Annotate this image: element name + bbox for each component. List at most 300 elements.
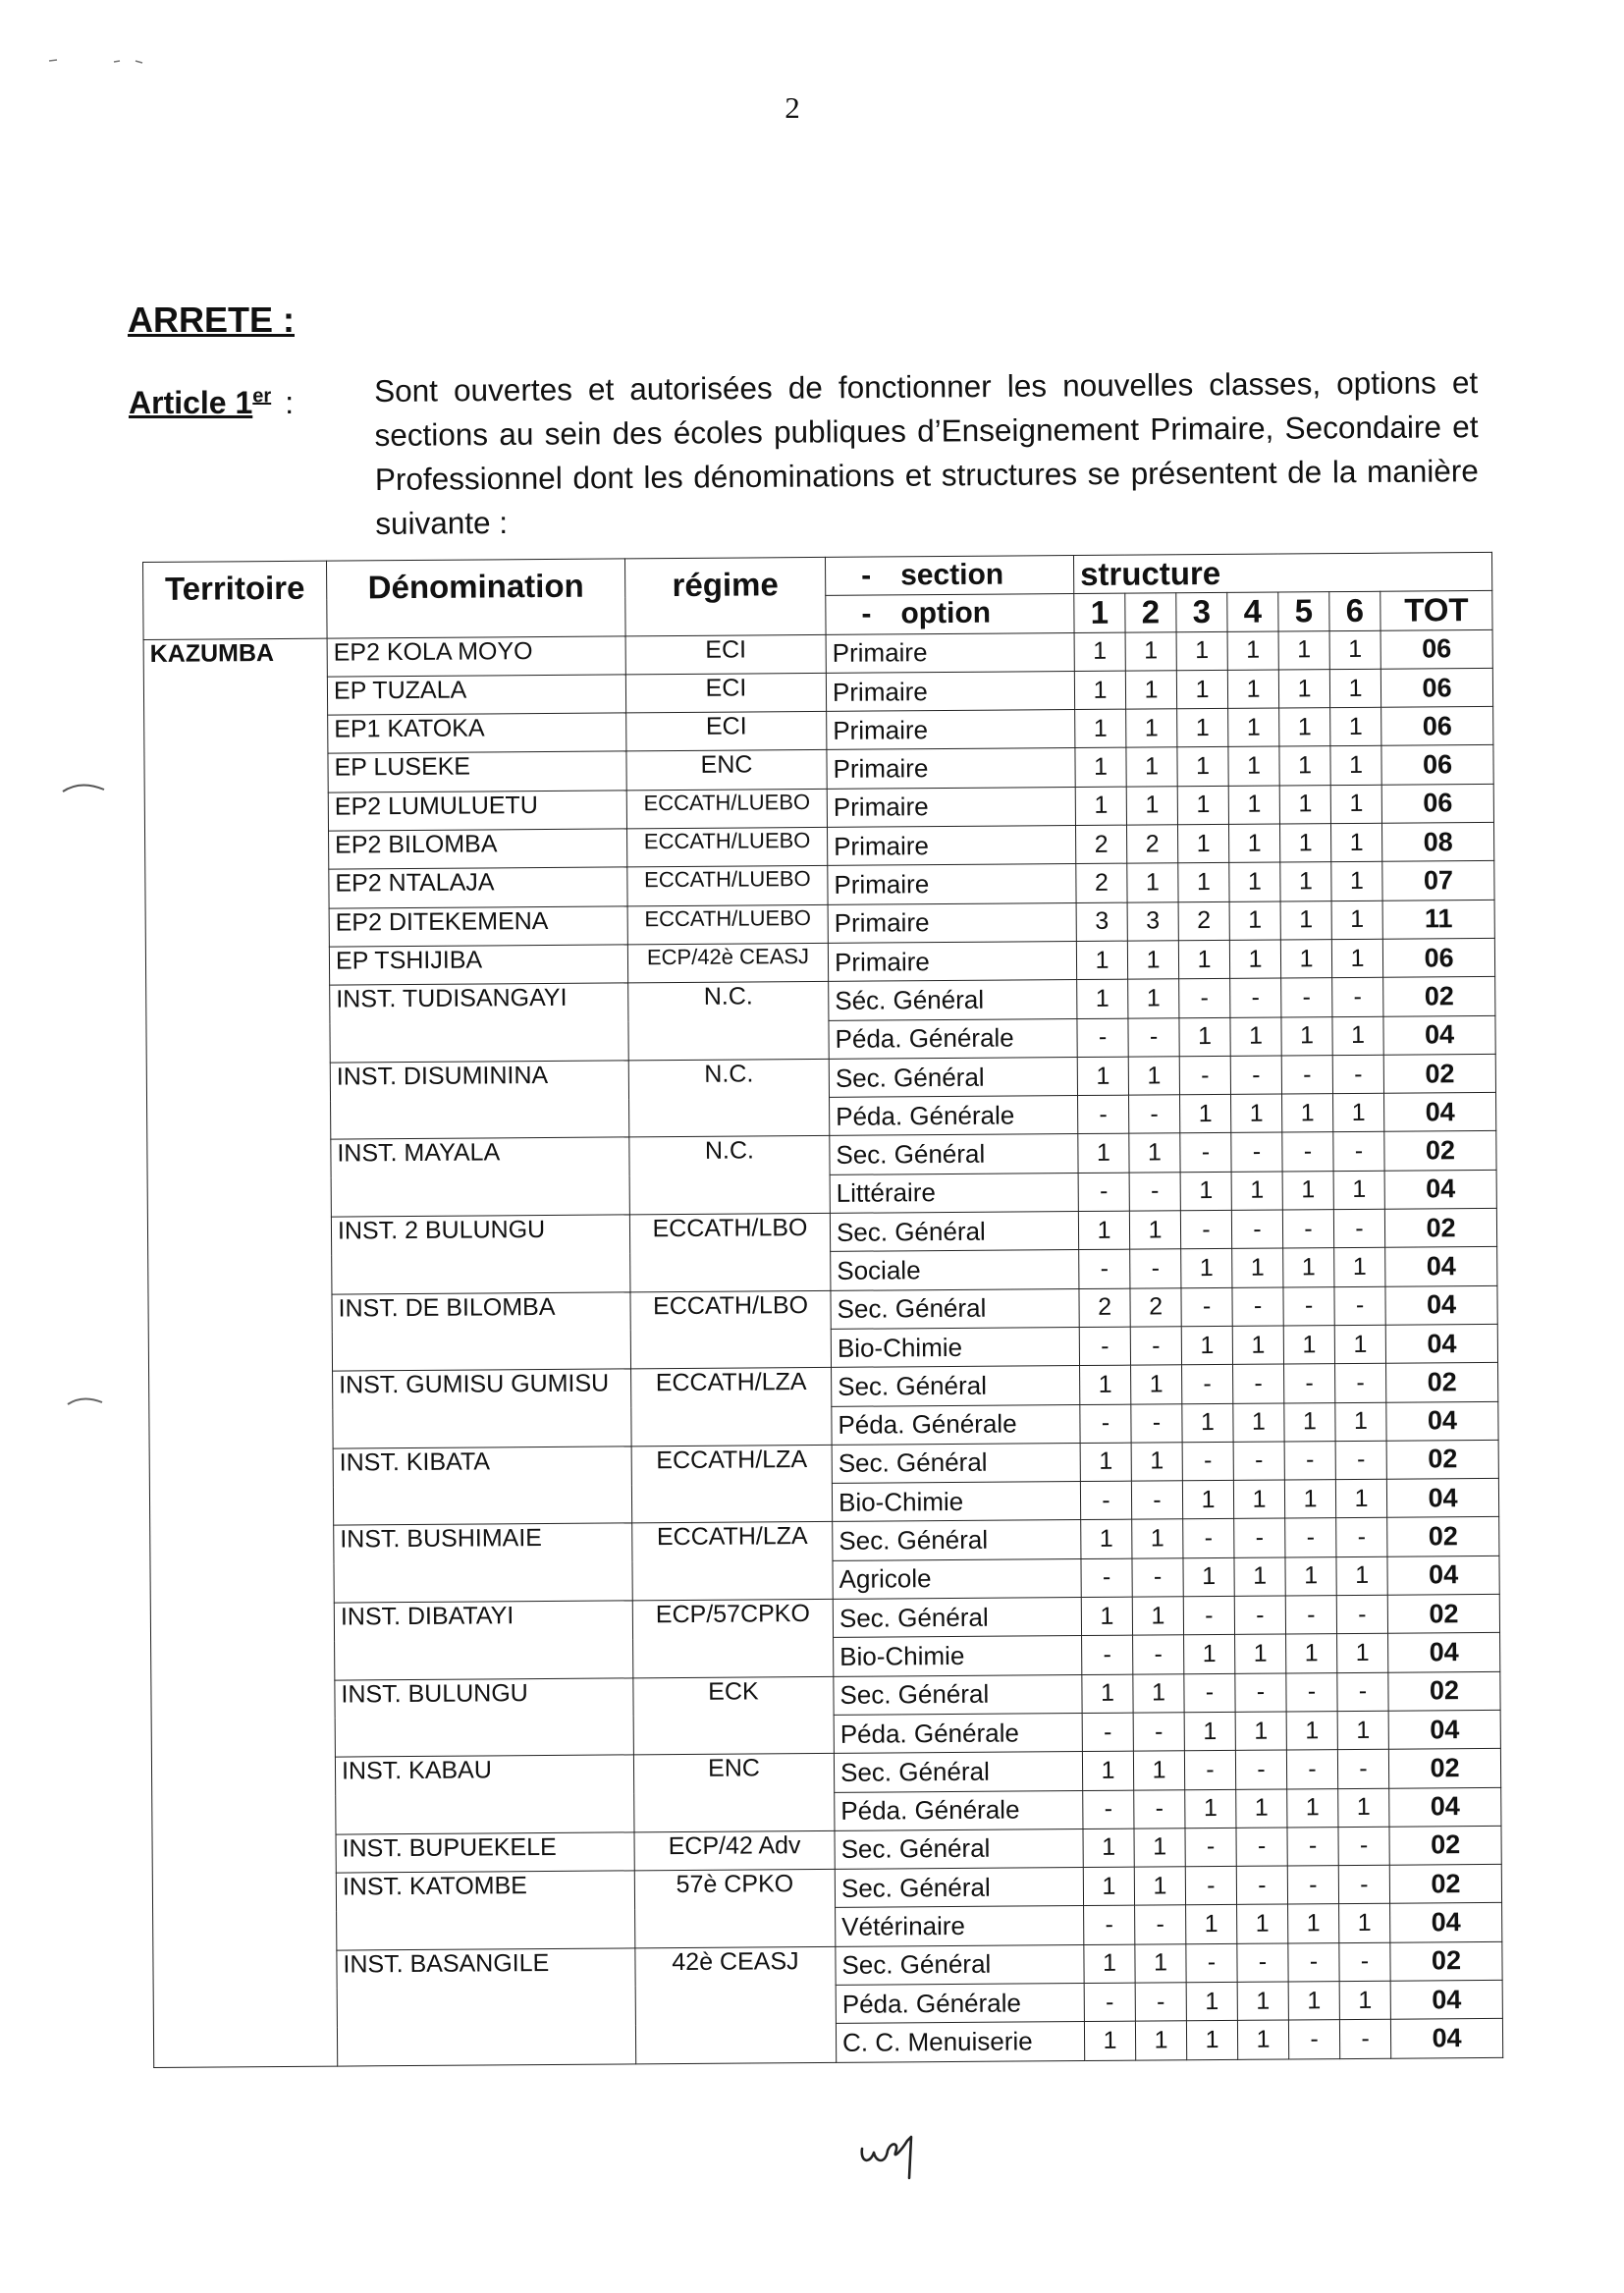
option-cell: Primaire [827,787,1075,827]
school-regime: ECI [625,673,826,713]
structure-value-6: 1 [1337,1711,1388,1750]
structure-value-4: 1 [1231,1172,1282,1211]
structure-value-6: 1 [1334,1248,1385,1287]
total-cell: 02 [1386,1440,1498,1479]
structure-value-6: - [1337,1672,1388,1712]
structure-value-5: 1 [1279,708,1330,747]
header-option-dash: - [861,597,872,631]
structure-value-1: 1 [1082,1751,1133,1790]
structure-value-3: - [1180,1133,1231,1173]
option-cell: Sec. Général [835,1868,1083,1908]
header-option-cell [826,594,1074,634]
structure-value-1: - [1081,1558,1132,1598]
option-cell: Bio-Chimie [834,1636,1082,1676]
structure-value-4: 1 [1234,1557,1285,1597]
header-col-4: 4 [1227,592,1278,631]
school-regime: 42è CEASJ [635,1946,837,2063]
structure-value-5: 1 [1279,746,1330,786]
header-total: TOT [1380,591,1492,630]
school-name: INST. KIBATA [333,1447,632,1526]
option-cell: Péda. Générale [829,1018,1077,1059]
structure-value-6: 1 [1336,1556,1387,1596]
structure-value-6: - [1336,1518,1387,1557]
option-cell: Primaire [828,864,1076,904]
total-cell: 02 [1388,1671,1500,1711]
structure-value-6: 1 [1331,901,1382,940]
header-regime: régime [624,557,826,635]
header-section-cell [825,556,1073,596]
structure-value-6: 1 [1339,1981,1390,2020]
option-cell: Sociale [831,1250,1079,1290]
structure-value-1: 2 [1076,864,1127,903]
option-cell: Primaire [826,632,1074,673]
structure-value-3: - [1183,1519,1234,1558]
structure-value-2: - [1129,1095,1180,1134]
school-name: EP LUSEKE [328,751,626,792]
structure-value-3: - [1185,1828,1236,1867]
structure-value-3: - [1179,1056,1230,1095]
total-cell: 04 [1383,1015,1495,1055]
structure-value-4: - [1236,1828,1287,1867]
structure-value-3: - [1182,1365,1233,1404]
structure-value-1: 1 [1081,1597,1132,1636]
structure-value-5: 1 [1280,901,1331,940]
structure-value-3: - [1181,1287,1232,1327]
structure-value-6: - [1333,1132,1384,1172]
structure-value-6: 1 [1330,785,1381,824]
school-name: INST. KATOMBE [336,1871,635,1950]
structure-value-5: - [1285,1518,1336,1557]
structure-value-5: 1 [1280,940,1331,979]
total-cell: 04 [1385,1324,1497,1363]
structure-value-4: - [1237,1943,1288,1983]
header-col-6: 6 [1329,592,1380,631]
structure-value-2: - [1130,1327,1181,1366]
structure-value-2: - [1135,1905,1186,1944]
structure-value-3: 1 [1177,786,1228,825]
school-regime: ENC [633,1754,835,1832]
structure-value-3: - [1186,1943,1237,1983]
option-cell: Sec. Général [835,1829,1083,1869]
structure-value-2: 1 [1133,1751,1184,1790]
structure-value-4: 1 [1233,1480,1284,1519]
structure-value-4: 1 [1236,1788,1287,1828]
territory-cell: KAZUMBA [143,638,338,2067]
page-number: 2 [785,90,800,125]
structure-value-2: 1 [1128,979,1179,1018]
structure-value-6: 1 [1333,1093,1384,1132]
structure-value-3: 1 [1183,1557,1234,1597]
structure-value-5: 1 [1285,1556,1336,1596]
header-section-dash: - [861,559,872,592]
structure-value-3: 1 [1184,1635,1235,1674]
structure-value-6: 1 [1334,1325,1385,1364]
structure-value-2: - [1129,1173,1180,1212]
structure-value-4: 1 [1232,1326,1283,1365]
total-cell: 04 [1390,1980,1502,2019]
school-regime: ECCATH/LUEBO [627,866,828,906]
structure-value-1: 1 [1074,632,1125,672]
total-cell: 04 [1385,1285,1497,1325]
structure-value-6: 1 [1330,823,1381,862]
option-cell: Primaire [827,710,1075,750]
structure-value-2: - [1135,1983,1186,2022]
option-cell: Agricole [833,1558,1081,1599]
structure-value-2: - [1131,1481,1182,1520]
structure-value-4: - [1233,1442,1284,1481]
structure-value-2: 1 [1125,631,1176,671]
structure-value-5: 1 [1282,1094,1333,1133]
structure-value-4: 1 [1228,747,1279,787]
structure-value-3: 1 [1182,1481,1233,1520]
structure-value-1: 1 [1084,1944,1135,1984]
structure-value-4: - [1233,1364,1284,1403]
structure-value-5: - [1288,1942,1339,1982]
school-name: INST. BULUNGU [335,1677,634,1757]
option-cell: Sec. Général [831,1288,1079,1329]
margin-mark-1 [59,776,110,797]
structure-value-5: 1 [1283,1248,1334,1287]
signature-mark [856,2129,925,2188]
structure-table-wrapper [142,552,1502,2068]
structure-value-5: 1 [1288,1904,1339,1943]
option-cell: Péda. Générale [834,1713,1082,1753]
option-cell: Sec. Général [834,1674,1082,1715]
structure-value-5: - [1287,1866,1338,1905]
option-cell: Séc. Général [829,980,1077,1020]
school-regime: ECI [625,634,826,675]
school-name: EP2 LUMULUETU [328,791,626,832]
structure-value-4: 1 [1230,1017,1281,1057]
structure-value-4: - [1234,1596,1285,1635]
structure-value-6: - [1335,1441,1386,1480]
structure-value-1: - [1084,1983,1135,2022]
structure-value-4: 1 [1235,1712,1286,1751]
school-name: INST. 2 BULUNGU [331,1215,630,1294]
structure-value-5: 1 [1279,785,1330,824]
structure-value-2: 1 [1125,671,1176,710]
total-cell: 04 [1390,1903,1502,1942]
structure-value-2: 2 [1130,1287,1181,1327]
header-structure: structure [1073,552,1491,593]
structure-value-5: - [1281,978,1332,1017]
structure-value-4: 1 [1227,631,1278,671]
structure-value-1: 1 [1077,1057,1128,1096]
total-cell: 02 [1383,1054,1495,1093]
structure-value-2: - [1133,1713,1184,1752]
structure-value-6: - [1339,2020,1390,2059]
structure-value-4: 1 [1228,824,1279,863]
option-cell: Bio-Chimie [831,1327,1079,1367]
school-regime: N.C. [628,982,830,1061]
structure-value-6: 1 [1339,1904,1390,1943]
structure-value-6: 1 [1335,1402,1386,1442]
structure-value-3: 1 [1184,1712,1235,1751]
article-superscript: er [252,385,272,408]
structure-value-3: 1 [1186,1982,1237,2021]
structure-value-2: - [1130,1249,1181,1288]
structure-value-2: 1 [1134,1829,1185,1868]
structure-value-1: - [1084,1906,1135,1945]
option-cell: Primaire [828,826,1076,866]
structure-value-5: - [1282,1132,1333,1172]
total-cell: 04 [1384,1170,1496,1209]
structure-value-2: 1 [1127,941,1178,980]
structure-value-1: 1 [1084,2021,1135,2060]
structure-value-2: 1 [1135,1943,1186,1983]
structure-value-3: 1 [1185,1789,1236,1829]
school-regime: 57è CPKO [634,1869,836,1947]
structure-value-3: 1 [1176,670,1227,709]
structure-value-1: 1 [1082,1674,1133,1714]
structure-value-1: 1 [1075,748,1126,788]
option-cell: Sec. Général [830,1134,1078,1174]
school-name: INST. DIBATAYI [334,1601,633,1680]
structure-value-3: 1 [1177,747,1228,787]
structure-value-1: - [1082,1635,1133,1674]
structure-value-1: 1 [1074,671,1125,710]
structure-value-1: - [1082,1713,1133,1752]
total-cell: 02 [1389,1864,1501,1903]
structure-value-3: 1 [1186,1905,1237,1944]
school-name: INST. BUPUEKELE [336,1832,634,1874]
option-cell: Sec. Général [833,1598,1081,1638]
structure-value-1: 1 [1083,1829,1134,1868]
structure-value-6: - [1338,1865,1389,1904]
structure-value-6: 1 [1330,707,1381,746]
total-cell: 04 [1387,1556,1499,1595]
school-regime: N.C. [628,1059,830,1137]
structure-value-3: 2 [1178,901,1229,941]
school-name: INST. TUDISANGAYI [330,983,629,1063]
structure-value-3: 1 [1177,824,1228,863]
article-text: Sont ouvertes et autorisées de fonctionner les nouvelles classes, options et sections au sein des écoles publiques d’Enseignement Primaire, Secondaire et Professionnel dont les dénominations et structures se présentent de la manière suivante : [374,364,1479,541]
structure-value-6: 1 [1333,1171,1384,1210]
structure-value-5: - [1288,2020,1339,2059]
structure-value-4: 1 [1232,1248,1283,1287]
structure-value-6: 1 [1332,1016,1383,1056]
structure-value-6: - [1332,1055,1383,1094]
structure-value-6: 1 [1335,1479,1386,1518]
total-cell: 02 [1384,1131,1496,1171]
structure-value-1: - [1077,1018,1128,1058]
header-section: section [900,558,1004,592]
structure-value-3: 1 [1182,1403,1233,1443]
structure-value-6: 1 [1329,630,1380,670]
structure-value-4: 1 [1231,1094,1282,1133]
structure-value-2: 1 [1134,1867,1185,1906]
school-name: INST. DISUMININA [330,1061,629,1140]
arrete-heading: ARRETE : [128,300,295,340]
structure-value-2: 1 [1129,1133,1180,1173]
structure-value-3: 1 [1180,1095,1231,1134]
structure-value-3: 1 [1176,631,1227,671]
structure-value-5: 1 [1278,630,1329,670]
total-cell: 04 [1390,2019,1502,2058]
structure-value-1: - [1083,1790,1134,1829]
structure-value-2: 2 [1126,825,1177,864]
structure-value-2: 1 [1129,1211,1180,1250]
structure-value-4: 1 [1228,708,1279,747]
structure-value-6: - [1335,1363,1386,1402]
structure-value-3: - [1185,1866,1236,1905]
structure-value-1: 1 [1081,1520,1132,1559]
structure-value-5: - [1284,1364,1335,1403]
structure-value-1: - [1078,1095,1129,1134]
structure-value-1: 1 [1083,1867,1134,1906]
total-cell: 02 [1383,977,1495,1016]
school-name: EP2 KOLA MOYO [327,635,625,677]
total-cell: 07 [1382,861,1494,901]
structure-value-1: - [1079,1249,1130,1288]
structure-value-4: 1 [1229,862,1280,901]
structure-value-3: - [1184,1673,1235,1713]
school-name: INST. BASANGILE [337,1948,636,2066]
school-regime: ECP/42 Adv [634,1830,835,1871]
school-name: EP2 BILOMBA [329,829,627,870]
structure-value-6: - [1339,1942,1390,1982]
structure-value-6: - [1338,1827,1389,1866]
structure-value-1: 1 [1078,1211,1129,1250]
structure-value-6: 1 [1331,939,1382,978]
structure-value-2: 1 [1131,1443,1182,1482]
structure-value-5: - [1285,1596,1336,1635]
total-cell: 04 [1388,1633,1500,1672]
structure-value-4: - [1235,1673,1286,1713]
school-name: EP TUZALA [327,675,625,716]
header-col-3: 3 [1176,593,1227,632]
total-cell: 02 [1386,1363,1498,1402]
structure-value-2: 1 [1126,709,1177,748]
option-cell: Vétérinaire [836,1906,1084,1946]
structure-value-1: 1 [1080,1365,1131,1404]
article-label [129,385,294,421]
structure-value-5: - [1282,1210,1333,1249]
total-cell: 02 [1387,1517,1499,1556]
structure-value-4: 1 [1228,786,1279,825]
structure-value-3: 1 [1178,863,1229,902]
option-cell: Péda. Générale [835,1790,1083,1830]
structure-value-2: 1 [1127,863,1178,902]
structure-value-3: 1 [1179,1017,1230,1057]
option-cell: Bio-Chimie [832,1482,1080,1522]
structure-value-4: 1 [1237,1904,1288,1943]
structure-value-6: - [1332,978,1383,1017]
structure-value-5: - [1287,1827,1338,1866]
structure-value-2: 1 [1132,1519,1183,1558]
option-cell: Sec. Général [829,1057,1077,1097]
school-regime: N.C. [629,1136,831,1215]
structure-value-4: - [1230,1056,1281,1095]
option-cell: Sec. Général [834,1752,1082,1792]
school-name: INST. BUSHIMAIE [334,1523,633,1603]
structure-value-3: 1 [1178,940,1229,979]
header-col-5: 5 [1278,592,1329,631]
structure-value-1: - [1080,1481,1131,1520]
option-cell: Sec. Général [832,1443,1080,1483]
structure-value-4: 1 [1233,1403,1284,1443]
total-cell: 08 [1381,822,1493,861]
structure-value-3: 1 [1181,1326,1232,1365]
structure-value-3: - [1182,1442,1233,1481]
total-cell: 06 [1381,745,1493,785]
structure-value-1: 2 [1079,1288,1130,1328]
structure-value-2: - [1128,1017,1179,1057]
option-cell: Littéraire [830,1173,1078,1213]
margin-mark-2 [65,1392,106,1408]
structure-value-4: 1 [1237,1982,1288,2021]
structure-value-5: 1 [1282,1171,1333,1210]
option-cell: Péda. Générale [836,1983,1084,2023]
option-cell: Sec. Général [836,1944,1084,1985]
structure-value-6: 1 [1331,862,1382,901]
structure-value-2: 1 [1133,1673,1184,1713]
school-regime: ECCATH/LBO [630,1290,832,1369]
structure-value-5: 1 [1278,670,1329,709]
header-col-2: 2 [1125,593,1176,632]
structure-value-1: 3 [1076,902,1127,942]
school-regime: ECCATH/LZA [631,1368,833,1447]
structure-value-2: 1 [1135,2021,1186,2060]
structure-value-3: - [1183,1596,1234,1635]
school-regime: ECP/57CPKO [632,1599,834,1677]
structure-value-3: 1 [1180,1172,1231,1211]
total-cell: 02 [1390,1941,1502,1981]
structure-value-5: 1 [1281,1016,1332,1056]
structure-value-6: 1 [1337,1634,1388,1673]
school-regime: ECCATH/LZA [632,1522,834,1601]
structure-value-2: - [1131,1403,1182,1443]
option-cell: C. C. Menuiserie [836,2022,1084,2062]
total-cell: 04 [1386,1479,1498,1518]
structure-value-1: - [1079,1327,1130,1366]
school-regime: ECCATH/LBO [629,1213,831,1291]
option-cell: Péda. Générale [830,1096,1078,1136]
structure-value-1: 2 [1075,825,1126,864]
structure-value-2: 1 [1128,1057,1179,1096]
structure-value-5: - [1284,1441,1335,1480]
total-cell: 04 [1384,1093,1496,1132]
structure-table [142,552,1503,2068]
total-cell: 04 [1389,1787,1501,1827]
option-cell: Primaire [827,748,1075,789]
school-regime: ECP/42è CEASJ [627,943,828,983]
structure-value-1: - [1080,1404,1131,1444]
structure-value-1: 1 [1076,941,1127,980]
school-name: EP2 NTALAJA [329,867,627,908]
structure-value-5: 1 [1286,1712,1337,1751]
school-regime: ECK [633,1676,835,1755]
structure-value-3: 1 [1177,709,1228,748]
structure-value-1: - [1078,1173,1129,1212]
structure-value-1: 1 [1077,979,1128,1018]
structure-value-1: 1 [1075,709,1126,748]
school-regime: ECCATH/LUEBO [627,904,828,945]
structure-value-1: 1 [1075,787,1126,826]
school-regime: ECCATH/LUEBO [626,789,827,829]
structure-value-4: 1 [1229,940,1280,979]
total-cell: 04 [1388,1710,1500,1749]
structure-value-4: 1 [1229,901,1280,941]
structure-value-3: - [1180,1210,1231,1249]
total-cell: 02 [1387,1594,1499,1633]
school-regime: ECI [626,712,827,752]
school-regime: ECCATH/LZA [631,1445,833,1523]
structure-value-2: - [1133,1635,1184,1674]
school-name: INST. DE BILOMBA [332,1292,631,1372]
school-name: EP TSHIJIBA [329,945,627,986]
total-cell: 06 [1382,938,1494,977]
